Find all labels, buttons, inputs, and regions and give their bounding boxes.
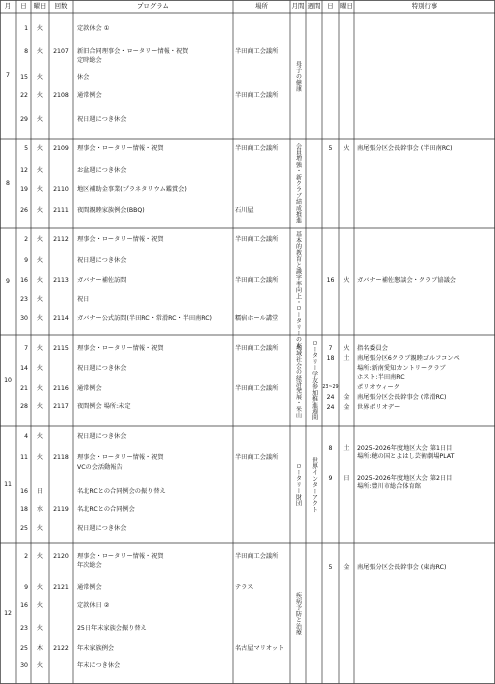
row-weekday: 火 bbox=[36, 236, 44, 244]
special-weekday: 火 bbox=[343, 277, 350, 285]
program-text: 理事会・ロータリー情報・祝賀 bbox=[77, 145, 164, 153]
program-text: 名北RCとの合同例会の振り替え bbox=[77, 488, 166, 496]
row-day: 8 bbox=[24, 48, 28, 56]
month-number: 11 bbox=[4, 480, 12, 488]
special-event: 世界ポリオデー bbox=[357, 404, 401, 412]
special-day: 7 bbox=[328, 345, 333, 353]
place-text: 半田商工会議所 bbox=[235, 454, 279, 462]
row-weekday: 火 bbox=[36, 145, 44, 153]
row-weekday: 火 bbox=[36, 116, 44, 124]
row-weekday: 木 bbox=[36, 645, 44, 653]
row-day: 29 bbox=[20, 116, 28, 124]
special-weekday: 土 bbox=[343, 355, 350, 363]
row-day: 5 bbox=[24, 145, 28, 153]
monthly-theme: 母子の健康 bbox=[294, 60, 302, 92]
header-sp-day: 日 bbox=[327, 1, 334, 10]
row-weekday: 火 bbox=[36, 296, 44, 304]
special-weekday: 土 bbox=[343, 445, 350, 453]
row-day: 11 bbox=[20, 454, 28, 462]
program-text: 祝日週につき休会 bbox=[77, 257, 127, 265]
row-weekday: 火 bbox=[36, 92, 44, 100]
row-count: 2113 bbox=[53, 277, 69, 285]
program-text: 地区補助金事業(プラネタリウム鑑賞会) bbox=[77, 186, 187, 194]
row-day: 23 bbox=[20, 296, 28, 304]
row-count: 2109 bbox=[53, 145, 69, 153]
place-text: 石川屋 bbox=[235, 207, 254, 215]
row-count: 2117 bbox=[53, 403, 69, 411]
program-text: 通常例会 bbox=[77, 92, 102, 100]
row-day: 25 bbox=[20, 645, 28, 653]
special-day: 23~29 bbox=[322, 385, 339, 391]
row-day: 30 bbox=[20, 315, 28, 323]
row-day: 23 bbox=[20, 625, 28, 633]
place-text: 半田商工会議所 bbox=[235, 385, 279, 393]
program-text: 祝日 bbox=[77, 296, 90, 304]
row-count: 2108 bbox=[53, 92, 69, 100]
special-day: 5 bbox=[328, 145, 333, 153]
program-text: 祝日週につき休会 bbox=[77, 525, 127, 533]
row-weekday: 火 bbox=[36, 433, 44, 441]
special-event: 2025-2026年度地区大会 第1日目 bbox=[357, 445, 453, 453]
month-number: 10 bbox=[4, 376, 12, 384]
program-text: 理事会・ロータリー情報・祝賀 bbox=[77, 553, 164, 561]
program-text: 年次総会 bbox=[77, 562, 102, 570]
special-event: 2025-2026年度地区大会 第2日目 bbox=[357, 475, 453, 483]
row-day: 9 bbox=[24, 257, 28, 265]
special-weekday: 金 bbox=[343, 394, 350, 402]
row-day: 28 bbox=[20, 403, 28, 411]
place-text: 名古屋マリオット bbox=[235, 645, 285, 653]
row-day: 14 bbox=[20, 365, 28, 373]
row-count: 2111 bbox=[53, 207, 69, 215]
row-weekday: 水 bbox=[36, 506, 44, 514]
row-count: 2120 bbox=[53, 553, 69, 561]
row-weekday: 火 bbox=[36, 454, 44, 462]
special-day: 16 bbox=[326, 277, 335, 285]
row-count: 2116 bbox=[53, 385, 69, 393]
row-count: 2121 bbox=[53, 584, 69, 592]
header-weekday: 曜日 bbox=[33, 1, 47, 10]
row-count: 2119 bbox=[53, 506, 69, 514]
special-event: 南尾張分区会長幹事会 (半田南RC) bbox=[357, 145, 453, 153]
row-weekday: 火 bbox=[36, 167, 44, 175]
program-text: 定時総会 bbox=[77, 57, 102, 65]
program-text: ガバナー補佐訪問 bbox=[77, 277, 127, 285]
header-day: 日 bbox=[20, 1, 27, 10]
row-day: 2 bbox=[24, 553, 28, 561]
monthly-theme: 疾病予防と治療 bbox=[294, 592, 302, 636]
special-event: 南尾張分区会長幹事会 (東海RC) bbox=[357, 564, 447, 572]
program-text: 祝日週につき休会 bbox=[77, 433, 127, 441]
row-weekday: 火 bbox=[36, 277, 44, 285]
program-text: 通常例会 bbox=[77, 385, 102, 393]
month-number: 8 bbox=[6, 179, 10, 187]
header-month: 月 bbox=[4, 1, 12, 10]
row-count: 2122 bbox=[53, 645, 69, 653]
row-weekday: 日 bbox=[36, 488, 44, 496]
row-weekday: 火 bbox=[36, 525, 44, 533]
header-sp-weekday: 曜日 bbox=[340, 1, 353, 10]
row-day: 4 bbox=[24, 433, 28, 441]
monthly-theme: 会員増強・新クラブ結成推進 bbox=[294, 143, 302, 224]
program-text: 祝日週につき休会 bbox=[77, 365, 127, 373]
header-place: 場所 bbox=[255, 1, 268, 10]
special-day: 24 bbox=[326, 394, 335, 402]
row-day: 12 bbox=[20, 167, 28, 175]
row-day: 30 bbox=[20, 662, 28, 670]
header-count: 回数 bbox=[54, 1, 68, 10]
special-event: ポリオウィーク bbox=[357, 384, 400, 392]
special-day: 9 bbox=[328, 475, 333, 483]
special-weekday: 火 bbox=[343, 345, 350, 353]
row-weekday: 火 bbox=[36, 74, 44, 82]
special-event: 場所:穂の国とよはし芸術劇場PLAT bbox=[357, 453, 455, 461]
row-weekday: 火 bbox=[36, 207, 44, 215]
row-day: 18 bbox=[20, 506, 28, 514]
special-event: ガバナー補佐懇談会・クラブ協議会 bbox=[357, 277, 456, 285]
program-text: 新旧合同理事会・ロータリー情報・祝賀 bbox=[77, 48, 189, 56]
special-day: 5 bbox=[328, 564, 333, 572]
row-count: 2114 bbox=[53, 315, 69, 323]
program-text: VCの会活動報告 bbox=[77, 464, 123, 472]
special-weekday: 火 bbox=[343, 145, 350, 153]
row-day: 25 bbox=[20, 525, 28, 533]
row-weekday: 火 bbox=[36, 662, 44, 670]
monthly-theme: 基本的教育と識字率向上・ロータリーの友 bbox=[294, 231, 302, 349]
program-text: 理事会・ロータリー情報・祝賀 bbox=[77, 454, 164, 462]
row-weekday: 火 bbox=[36, 385, 44, 393]
header-special: 特別行事 bbox=[411, 1, 438, 10]
row-weekday: 火 bbox=[36, 186, 44, 194]
place-text: 半田商工会議所 bbox=[235, 145, 279, 153]
place-text: テラス bbox=[235, 584, 254, 592]
row-weekday: 火 bbox=[36, 553, 44, 561]
special-event: 場所:新南愛知カントリークラブ bbox=[357, 365, 446, 373]
special-event: 南尾張分区会長幹事会 (常滑RC) bbox=[357, 394, 447, 402]
place-text: 半田商工会議所 bbox=[235, 92, 279, 100]
row-weekday: 火 bbox=[36, 48, 44, 56]
special-day: 8 bbox=[328, 445, 333, 453]
row-day: 16 bbox=[20, 602, 28, 610]
row-day: 9 bbox=[24, 584, 28, 592]
row-weekday: 火 bbox=[36, 365, 44, 373]
place-text: 半田商工会議所 bbox=[235, 236, 279, 244]
row-day: 26 bbox=[20, 207, 28, 215]
program-text: 25日年末家族会振り替え bbox=[77, 625, 147, 633]
special-event: ホスト:半田南RC bbox=[357, 374, 405, 382]
program-text: 理事会・ロータリー情報・祝賀 bbox=[77, 345, 164, 353]
special-event: 指名委員会 bbox=[357, 345, 388, 353]
program-text: 年末家族例会 bbox=[77, 645, 115, 653]
program-text: 通常例会 bbox=[77, 584, 102, 592]
place-text: 糯宿ホール講堂 bbox=[235, 315, 279, 323]
special-weekday: 日 bbox=[343, 475, 350, 483]
row-day: 1 bbox=[24, 25, 28, 33]
row-weekday: 火 bbox=[36, 345, 44, 353]
row-count: 2107 bbox=[53, 48, 69, 56]
program-text: 休会 bbox=[77, 74, 90, 82]
row-count: 2115 bbox=[53, 345, 69, 353]
monthly-theme: 地域社会の経済発展・米山 bbox=[294, 343, 302, 418]
special-day: 18 bbox=[326, 355, 335, 363]
month-number: 7 bbox=[6, 72, 10, 80]
program-text: ガバナー公式訪問(半田RC・常滑RC・半田南RC) bbox=[77, 315, 212, 323]
place-text: 半田商工会議所 bbox=[235, 48, 279, 56]
row-day: 2 bbox=[24, 236, 28, 244]
program-text: 夜間親睦家族例会(BBQ) bbox=[77, 207, 145, 215]
weekly-theme: ロータリー学友参加推進週間 bbox=[310, 340, 318, 421]
place-text: 半田商工会議所 bbox=[235, 553, 279, 561]
row-weekday: 火 bbox=[36, 602, 44, 610]
row-weekday: 火 bbox=[36, 315, 44, 323]
month-number: 9 bbox=[6, 277, 10, 285]
row-weekday: 火 bbox=[36, 25, 44, 33]
monthly-theme: ロータリー財団 bbox=[294, 463, 302, 507]
header-monthly: 月間 bbox=[291, 1, 305, 10]
program-text: 理事会・ロータリー情報・祝賀 bbox=[77, 236, 164, 244]
row-weekday: 火 bbox=[36, 625, 44, 633]
row-day: 16 bbox=[20, 277, 28, 285]
special-weekday: 金 bbox=[343, 404, 350, 412]
special-day: 24 bbox=[326, 404, 335, 412]
row-day: 22 bbox=[20, 92, 28, 100]
row-day: 19 bbox=[20, 186, 28, 194]
header-weekly: 週間 bbox=[307, 1, 321, 10]
program-text: お盆週につき休会 bbox=[77, 167, 127, 175]
row-weekday: 火 bbox=[36, 257, 44, 265]
row-day: 21 bbox=[20, 385, 28, 393]
row-day: 7 bbox=[24, 345, 28, 353]
program-text: 夜間例会 場所:未定 bbox=[77, 403, 131, 411]
row-weekday: 火 bbox=[36, 403, 44, 411]
program-text: 祝日週につき休会 bbox=[77, 116, 127, 124]
program-text: 年末につき休会 bbox=[77, 662, 121, 670]
header-program: プログラム bbox=[137, 1, 169, 10]
place-text: 半田商工会議所 bbox=[235, 277, 279, 285]
special-event: 南尾張分区6クラブ親睦ゴルフコンペ bbox=[357, 355, 460, 363]
program-text: 名北RCとの合同例会 bbox=[77, 506, 135, 514]
row-day: 15 bbox=[20, 74, 28, 82]
month-number: 12 bbox=[4, 609, 12, 617]
row-count: 2110 bbox=[53, 186, 69, 194]
row-count: 2112 bbox=[53, 236, 69, 244]
row-weekday: 火 bbox=[36, 584, 44, 592]
place-text: 半田商工会議所 bbox=[235, 345, 279, 353]
row-day: 16 bbox=[20, 488, 28, 496]
program-text: 定款休日 ② bbox=[77, 602, 110, 610]
row-count: 2118 bbox=[53, 454, 69, 462]
weekly-theme: 世界インターアクト bbox=[310, 456, 318, 513]
special-weekday: 金 bbox=[343, 564, 350, 572]
special-event: 場所:豊川市総合体育館 bbox=[357, 483, 421, 491]
program-text: 定款休会 ① bbox=[77, 25, 110, 33]
